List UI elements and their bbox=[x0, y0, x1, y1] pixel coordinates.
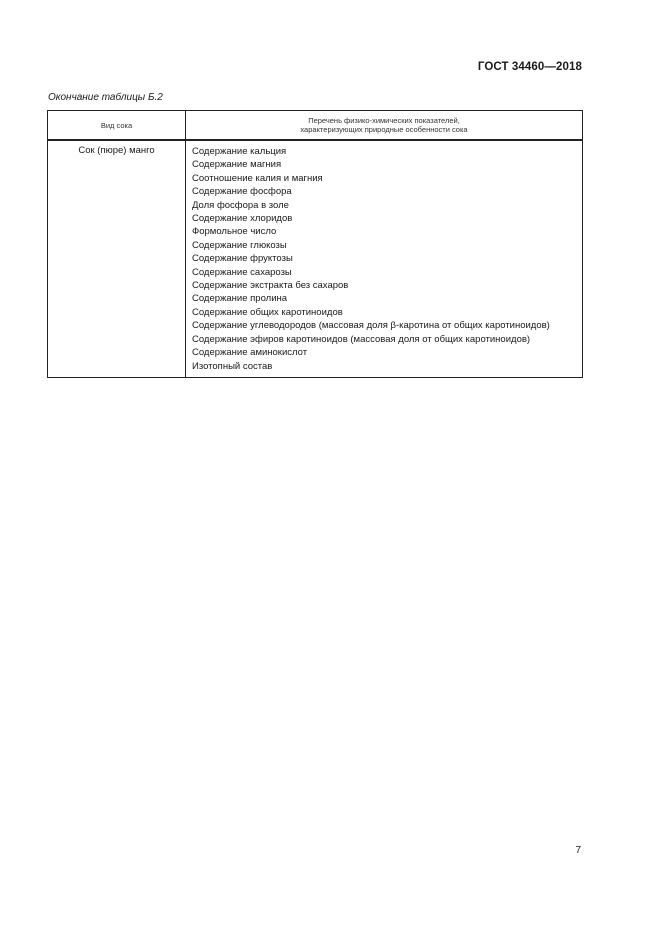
list-item: Содержание углеводородов (массовая доля β-каротина от общих каротиноидов) bbox=[192, 320, 550, 332]
indicators-table bbox=[47, 110, 583, 378]
column-header-juice-type: Вид сока bbox=[48, 111, 186, 141]
list-item: Содержание кальция bbox=[192, 146, 287, 157]
column-header-indicators-line-1: Перечень физико-химических показателей, bbox=[308, 116, 460, 125]
list-item: Содержание пролина bbox=[192, 293, 288, 305]
table-header-row bbox=[48, 111, 583, 141]
list-item: Соотношение калия и магния bbox=[192, 172, 323, 184]
juice-type-cell: Сок (пюре) манго bbox=[48, 140, 186, 377]
table-row bbox=[48, 140, 583, 377]
indicators-cell bbox=[186, 140, 583, 377]
document-code: ГОСТ 34460—2018 bbox=[477, 61, 582, 73]
list-item: Изотопный состав bbox=[192, 360, 273, 372]
list-item: Содержание экстракта без сахаров bbox=[192, 280, 349, 292]
table-caption: Окончание таблицы Б.2 bbox=[48, 92, 163, 103]
page-number: 7 bbox=[575, 845, 581, 856]
list-item: Формольное число bbox=[192, 226, 277, 238]
list-item: Содержание эфиров каротиноидов (массовая доля от общих каротиноидов) bbox=[192, 333, 531, 345]
list-item: Содержание фруктозы bbox=[192, 253, 293, 265]
list-item: Доля фосфора в золе bbox=[192, 199, 289, 211]
list-item: Содержание хлоридов bbox=[192, 213, 293, 225]
list-item: Содержание магния bbox=[192, 159, 282, 171]
list-item: Содержание общих каротиноидов bbox=[192, 306, 343, 318]
list-item: Содержание аминокислот bbox=[192, 347, 308, 359]
list-item: Содержание глюкозы bbox=[192, 239, 287, 251]
column-header-indicators bbox=[186, 111, 583, 141]
list-item: Содержание фосфора bbox=[192, 186, 292, 198]
column-header-indicators-line-2: характеризующих природные особенности сока bbox=[300, 125, 468, 134]
indicator-list bbox=[192, 145, 576, 373]
list-item: Содержание сахарозы bbox=[192, 266, 292, 278]
